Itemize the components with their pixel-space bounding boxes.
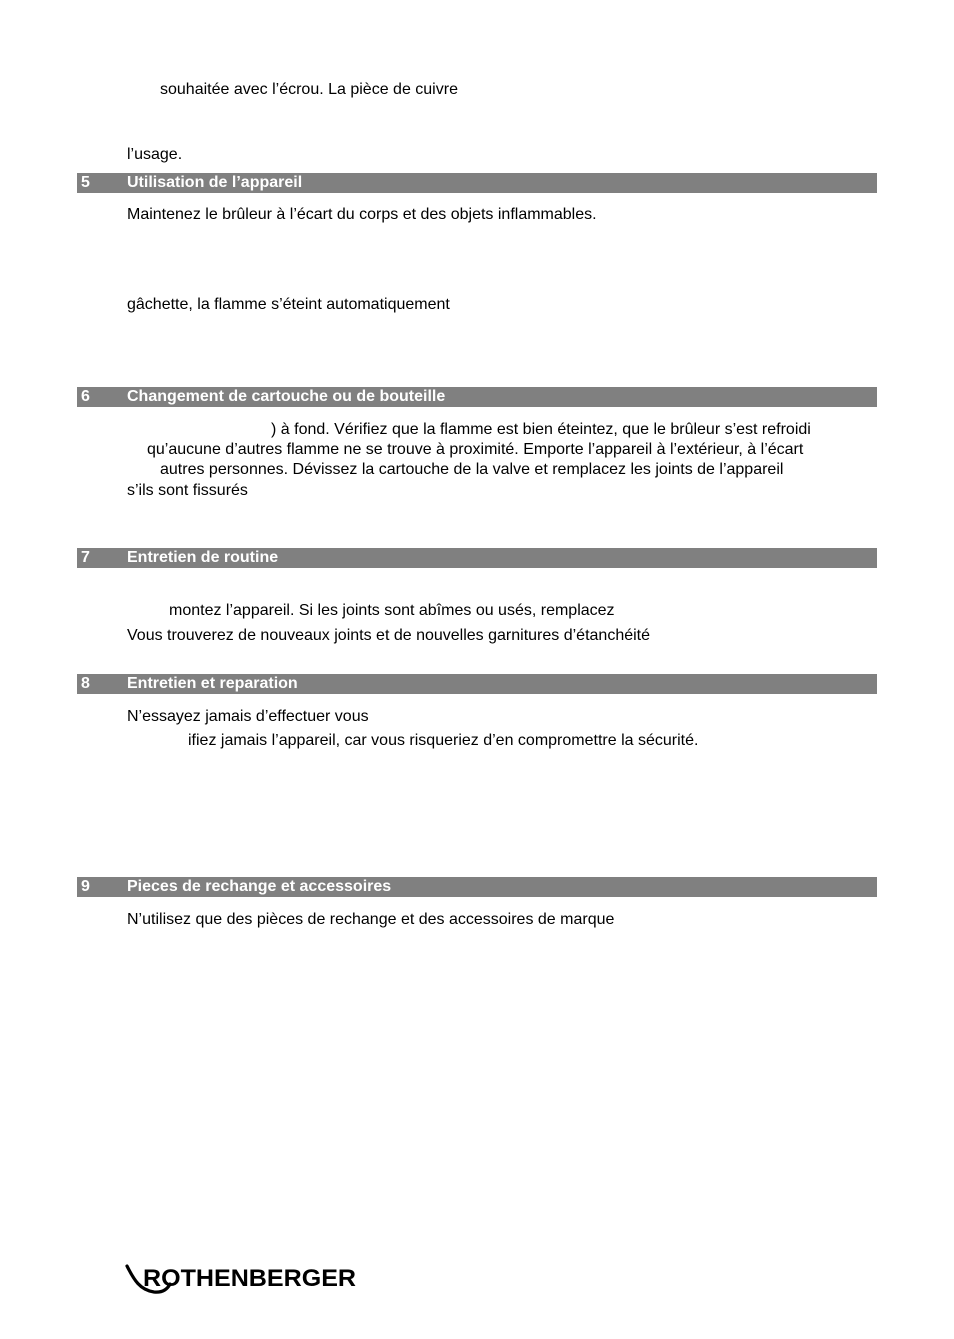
section-number: 8 <box>81 675 90 692</box>
section-header-7 <box>77 548 877 568</box>
body-text-line: l’usage. <box>127 146 183 163</box>
body-text-line: ) à fond. Vérifiez que la flamme est bien éteintez, que le brûleur s’est refroidi <box>271 421 811 438</box>
body-text-line: ifiez jamais l’appareil, car vous risqueriez d’en compromettre la sécurité. <box>188 732 699 749</box>
section-header-8 <box>77 674 877 694</box>
body-text-line: N’utilisez que des pièces de rechange et des accessoires de marque <box>127 911 615 928</box>
body-text-line: souhaitée avec l’écrou. La pièce de cuivre <box>160 81 458 98</box>
section-title: Changement de cartouche ou de bouteille <box>127 388 446 405</box>
section-header-6 <box>77 387 877 407</box>
section-number: 9 <box>81 878 90 895</box>
body-text-line: Vous trouverez de nouveaux joints et de nouvelles garnitures d’étanchéité <box>127 627 651 644</box>
section-title: Utilisation de l’appareil <box>127 174 303 191</box>
body-text-line: Maintenez le brûleur à l’écart du corps et des objets inflammables. <box>127 206 597 223</box>
rothenberger-logo <box>124 1262 364 1298</box>
body-text-line: qu’aucune d’autres flamme ne se trouve à proximité. Emporte l’appareil à l’extérieur, à l’écart <box>147 441 804 458</box>
section-number: 6 <box>81 388 90 405</box>
body-text-line: s’ils sont fissurés <box>127 482 248 499</box>
body-text-line: gâchette, la flamme s’éteint automatiquement <box>127 296 450 313</box>
body-text-line: N’essayez jamais d’effectuer vous <box>127 708 369 725</box>
rothenberger-logo-mark <box>124 1262 364 1298</box>
section-title: Entretien de routine <box>127 549 279 566</box>
section-header-9 <box>77 877 877 897</box>
section-number: 7 <box>81 549 90 566</box>
section-number: 5 <box>81 174 90 191</box>
svg-text:ROTHENBERGER: ROTHENBERGER <box>143 1265 356 1292</box>
section-title: Entretien et reparation <box>127 675 298 692</box>
body-text-line: montez l’appareil. Si les joints sont abîmes ou usés, remplacez <box>169 602 615 619</box>
section-header-5 <box>77 173 877 193</box>
body-text-line: autres personnes. Dévissez la cartouche de la valve et remplacez les joints de l’appareil <box>160 461 784 478</box>
section-title: Pieces de rechange et accessoires <box>127 878 392 895</box>
